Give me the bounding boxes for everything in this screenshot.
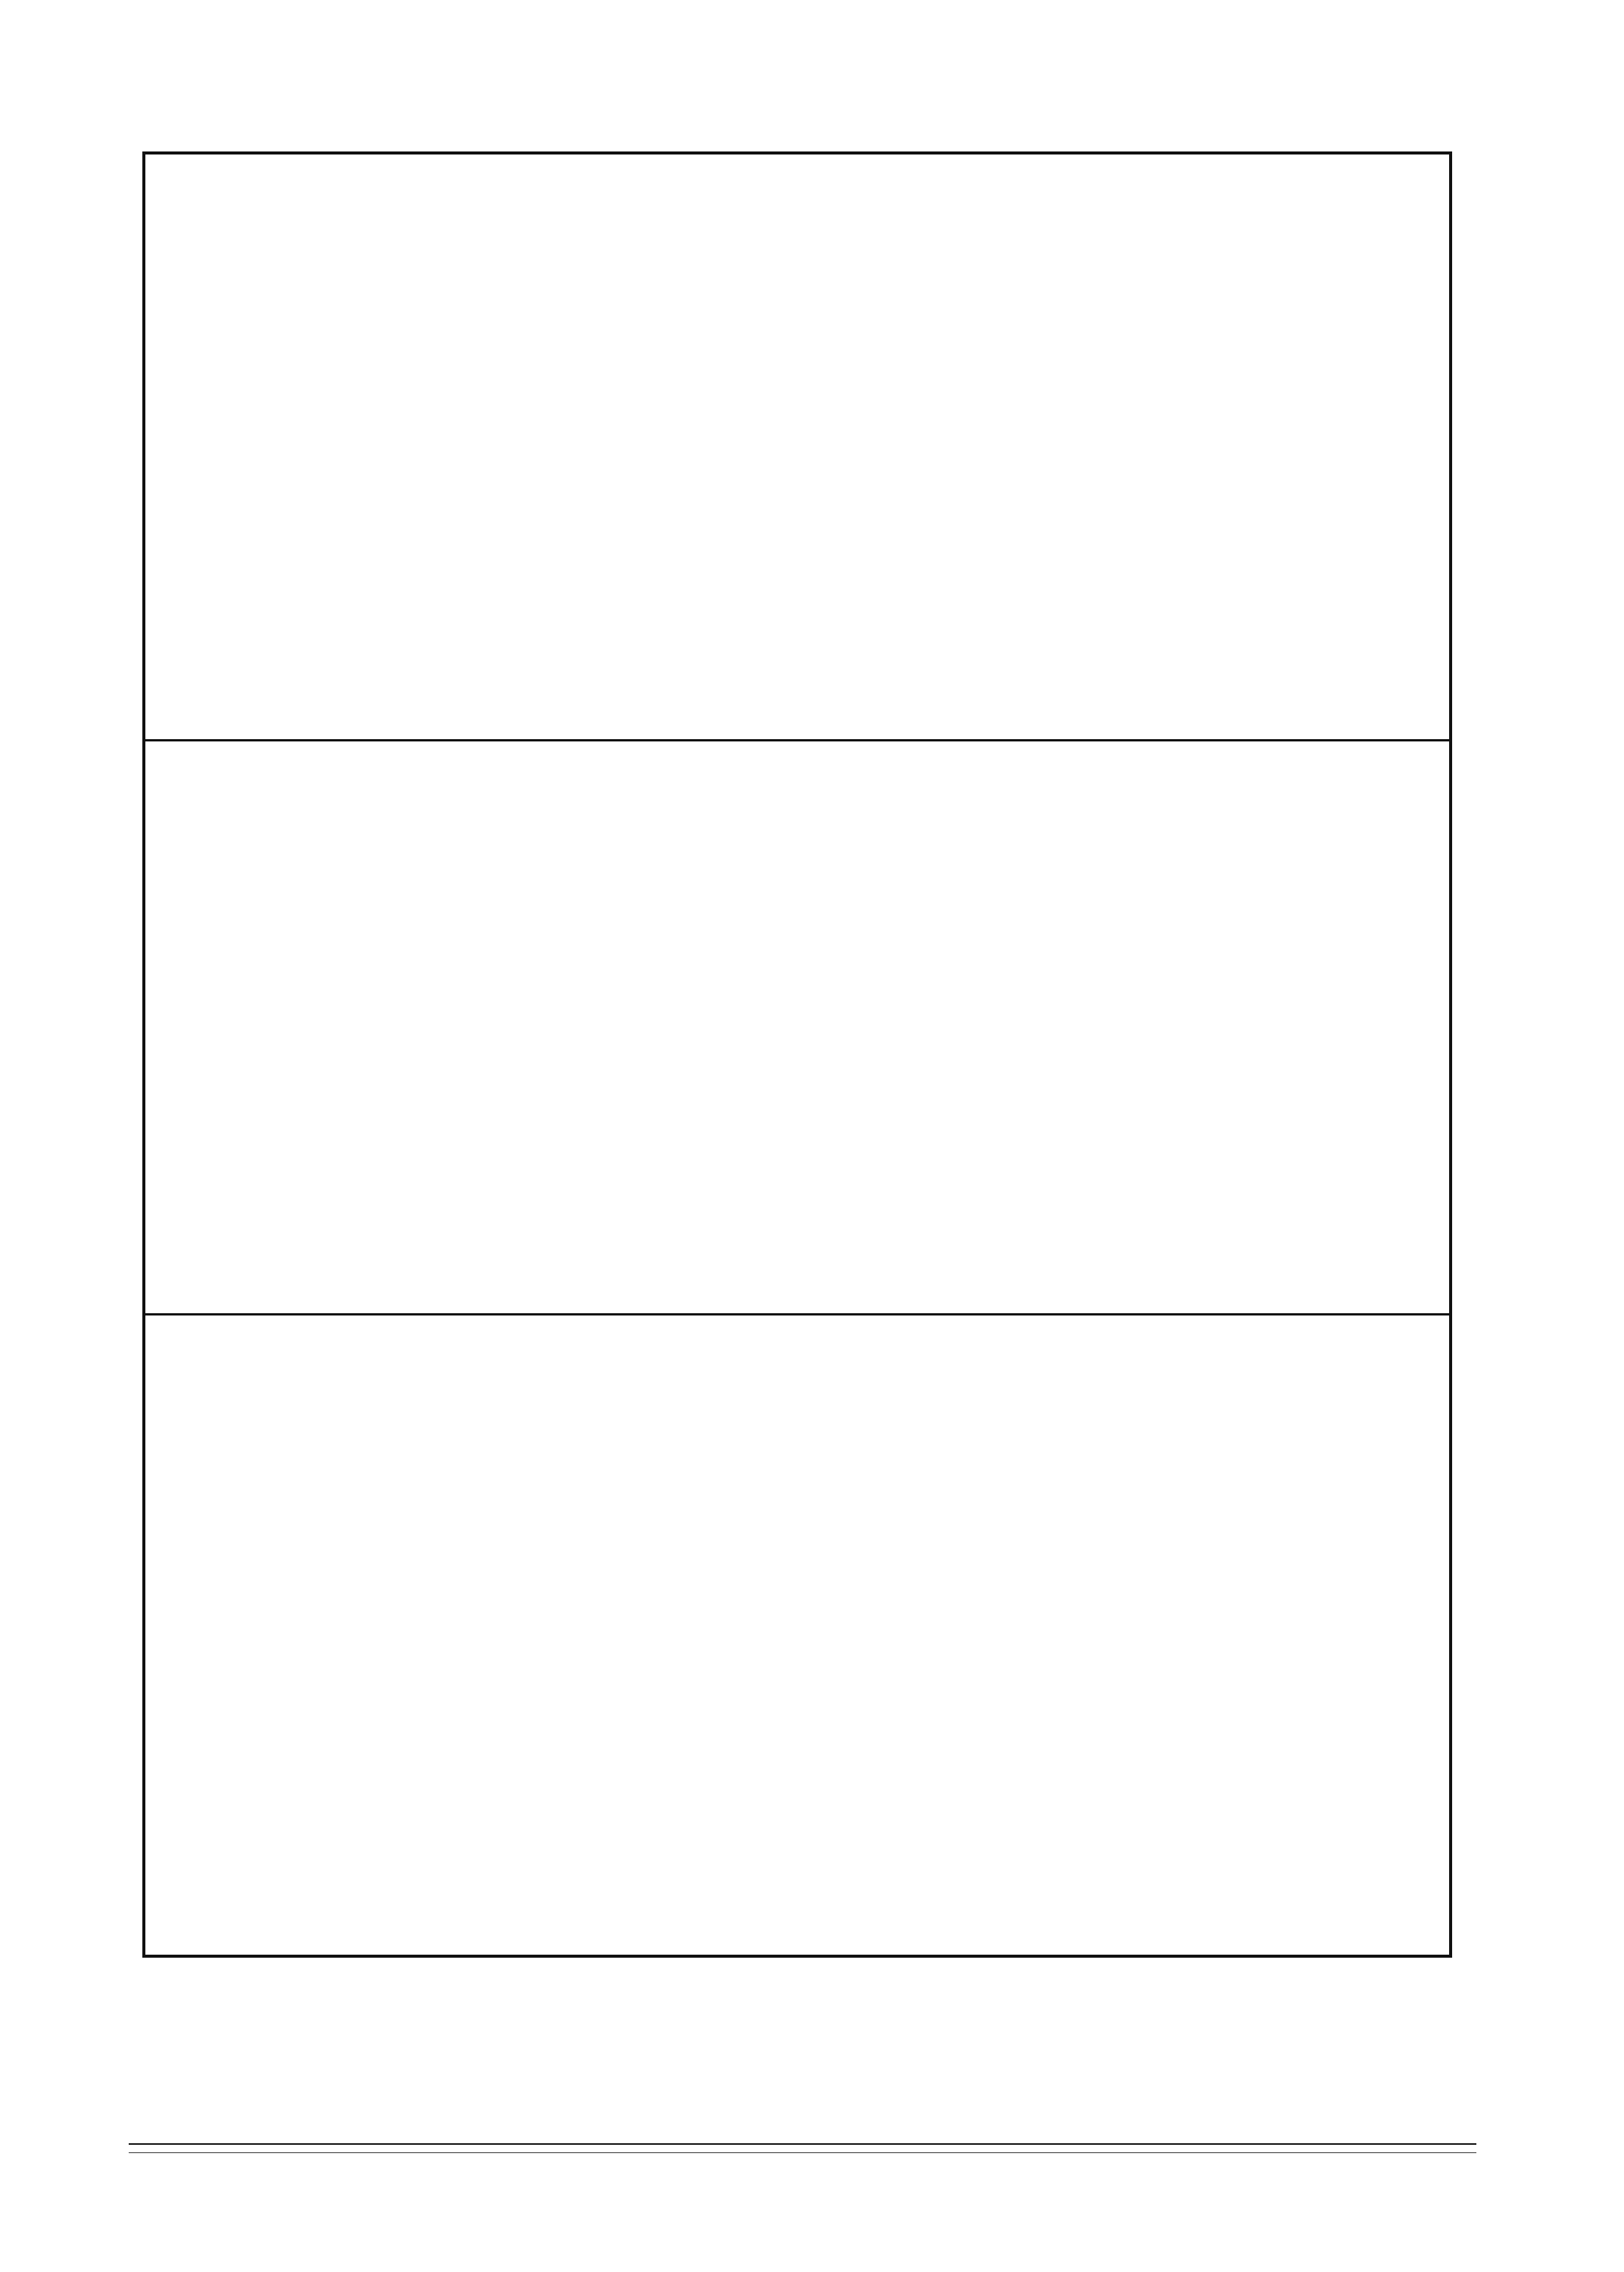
running-header xyxy=(91,189,121,257)
middle-register xyxy=(145,741,1449,1313)
text-frame xyxy=(142,151,1452,1958)
bottom-register xyxy=(145,1315,1449,1961)
bottom-text-columns xyxy=(174,1338,1420,1943)
bottom-rule xyxy=(129,2143,1476,2153)
top-register xyxy=(145,154,1449,739)
top-text-columns xyxy=(174,177,1420,721)
middle-text-columns xyxy=(174,764,1420,1295)
